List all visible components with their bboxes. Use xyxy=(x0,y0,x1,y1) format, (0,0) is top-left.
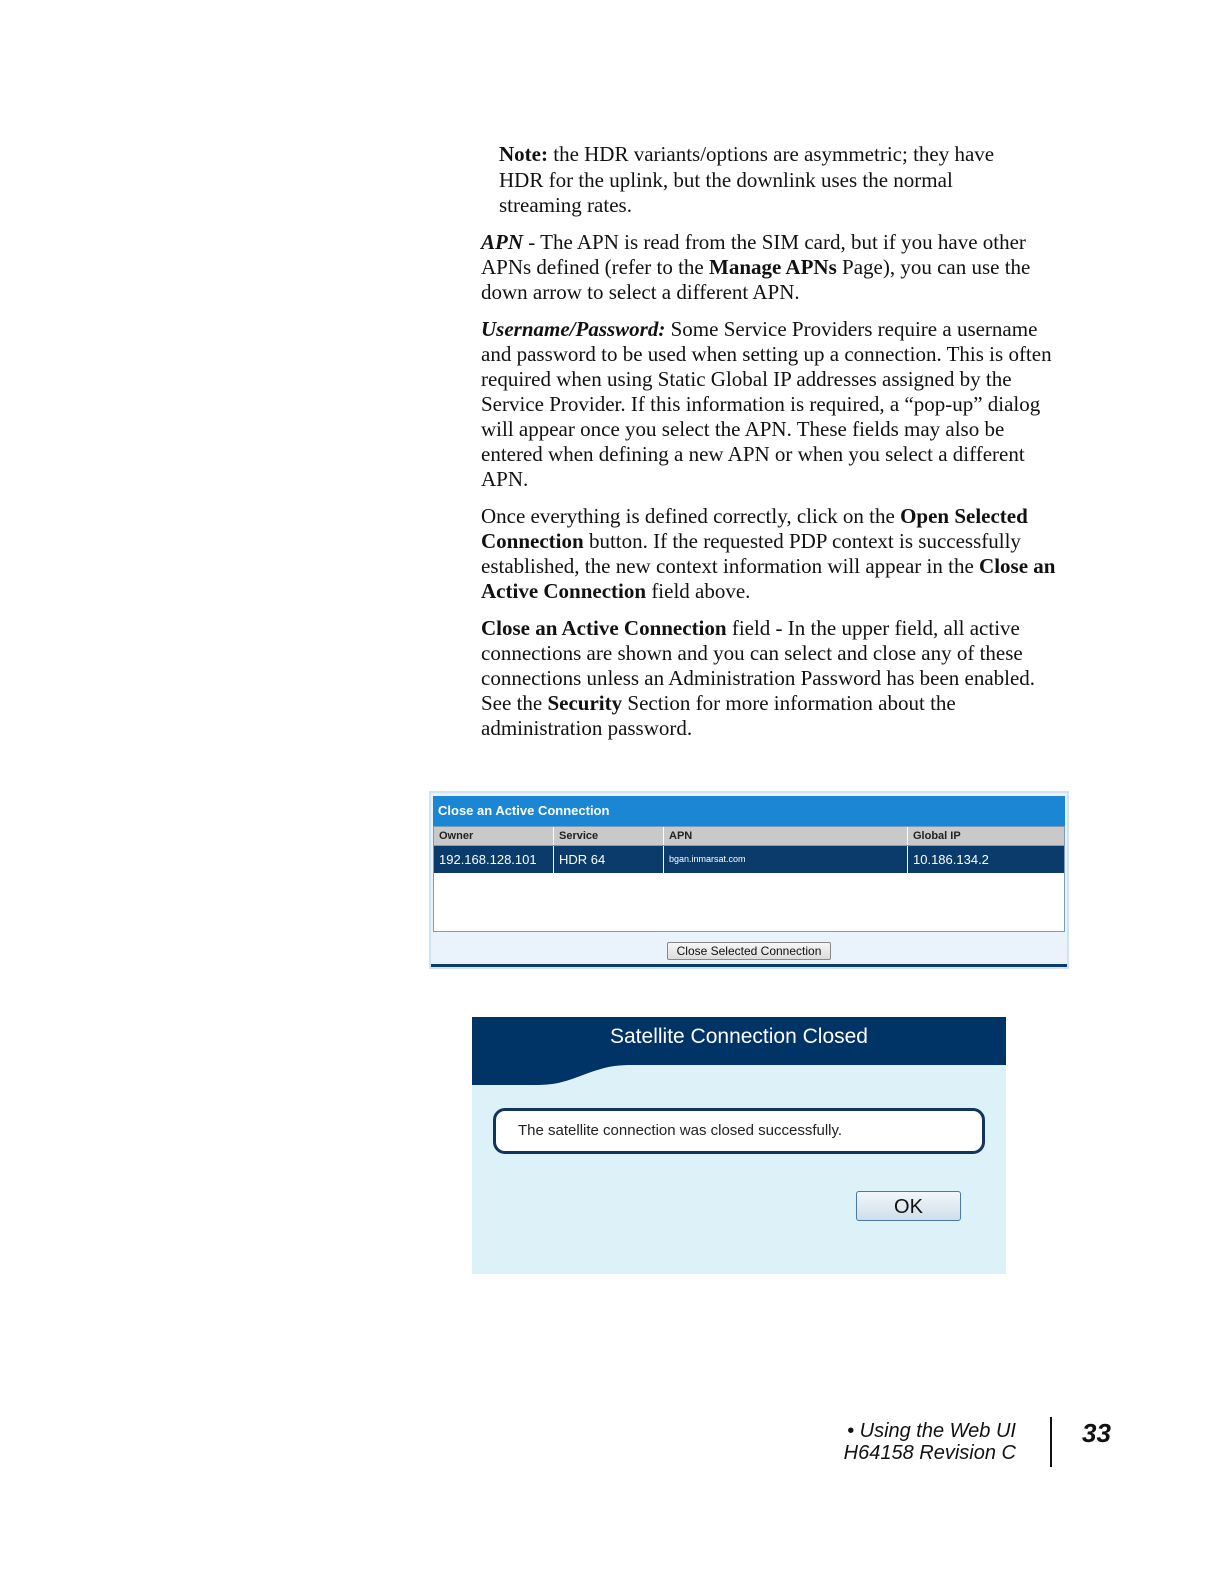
connections-table xyxy=(433,826,1065,932)
cell-service: HDR 64 xyxy=(554,846,664,873)
close-bold-2: Security xyxy=(547,691,623,715)
username-text: Some Service Providers require a username and password to be used when setting up a connection. This is often required when using Static Global IP addresses assigned by the Service Provider. If this information is required, a “pop-up” dialog will appear once you select the APN. These fields may also be entered when defining a new APN or when you select a different APN. xyxy=(481,317,1052,491)
note-paragraph xyxy=(499,142,1039,219)
cell-apn: bgan.inmarsat.com xyxy=(664,846,908,873)
col-apn[interactable]: APN xyxy=(664,827,908,845)
note-text: the HDR variants/options are asymmetric; they have HDR for the uplink, but the downlink uses the normal streaming rates. xyxy=(499,142,995,217)
username-paragraph xyxy=(481,317,1056,492)
apn-term: APN xyxy=(481,230,523,254)
once-text-3: field above. xyxy=(646,579,751,603)
col-global-ip[interactable]: Global IP xyxy=(913,830,961,842)
open-connection-paragraph xyxy=(481,504,1056,604)
close-connection-panel xyxy=(429,791,1069,969)
once-text-1: Once everything is defined correctly, click on the xyxy=(481,504,901,528)
footer-divider xyxy=(1050,1417,1052,1467)
close-bold-1: Close an Active Connection xyxy=(481,616,727,640)
table-row[interactable] xyxy=(434,846,1064,873)
once-bold-2: Close an Active Connection xyxy=(481,554,1056,603)
table-header xyxy=(434,827,1064,846)
apn-text-1: - The APN is read from the SIM card, but if you have other APNs defined (refer to the xyxy=(481,230,1026,279)
dialog-title: Satellite Connection Closed xyxy=(610,1025,868,1048)
panel-footer xyxy=(431,934,1067,963)
col-service[interactable]: Service xyxy=(554,827,664,845)
note-label: Note: xyxy=(499,142,548,166)
dialog-message: The satellite connection was closed successfully. xyxy=(493,1108,985,1154)
apn-text-2: Page), you can use the down arrow to select a different APN. xyxy=(481,255,1031,304)
body-text xyxy=(481,230,1056,753)
connection-closed-dialog xyxy=(472,1017,1006,1274)
footer-section: • Using the Web UI xyxy=(847,1420,1016,1442)
apn-paragraph xyxy=(481,230,1056,305)
footer-doc-revision: H64158 Revision C xyxy=(843,1442,1016,1464)
cell-global-ip: 10.186.134.2 xyxy=(913,852,989,867)
once-bold-1: Open Selected Connection xyxy=(481,504,1028,553)
close-text-1: field - In the upper field, all active connections are shown and you can select and close any of these connections unless an Administration Password has been enabled. See the xyxy=(481,616,1036,715)
once-text-2: button. If the requested PDP context is successfully established, the new context information will appear in the xyxy=(481,529,1021,578)
panel-title: Close an Active Connection xyxy=(433,796,1065,826)
page-footer xyxy=(780,1420,1016,1464)
page-number: 33 xyxy=(1082,1418,1111,1448)
close-selected-connection-button[interactable]: Close Selected Connection xyxy=(667,942,832,960)
cell-owner: 192.168.128.101 xyxy=(434,846,554,873)
col-owner[interactable]: Owner xyxy=(434,827,554,845)
panel-bottom-border xyxy=(431,964,1067,967)
close-text-2: Section for more information about the administration password. xyxy=(481,691,956,740)
apn-bold-1: Manage APNs xyxy=(709,255,837,279)
username-term: Username/Password: xyxy=(481,317,666,341)
close-connection-paragraph xyxy=(481,616,1056,741)
ok-button[interactable]: OK xyxy=(856,1191,961,1221)
